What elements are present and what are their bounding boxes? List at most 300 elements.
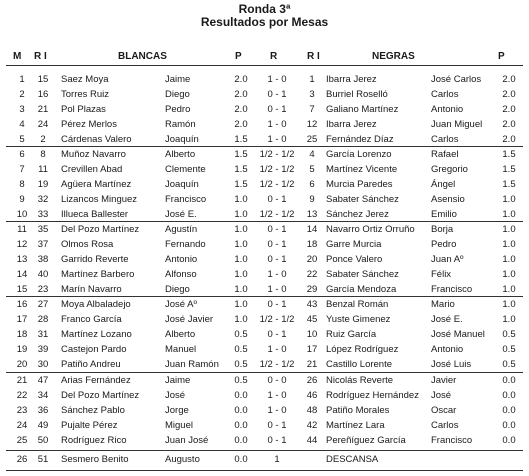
white-rank: 38 (37, 254, 49, 265)
black-rank: 14 (306, 224, 318, 235)
white-points: 0.0 (234, 390, 248, 401)
white-rank: 49 (37, 420, 49, 431)
result: 0 - 1 (267, 239, 287, 250)
black-name: José Manuel (431, 329, 485, 340)
white-points: 2.0 (234, 104, 248, 115)
black-rank: 10 (306, 329, 318, 340)
black-points: 2.0 (502, 134, 516, 145)
white-surname: Martínez Barbero (61, 269, 135, 280)
white-surname: Garrido Reverte (61, 254, 129, 265)
black-surname: Sabater Sánchez (326, 194, 399, 205)
black-surname: Yuste Gimenez (326, 314, 391, 325)
white-surname: Pérez Merlos (61, 119, 117, 130)
black-rank: 12 (306, 119, 318, 130)
table-number: 25 (16, 435, 28, 446)
table-number: 15 (16, 284, 28, 295)
white-name: Joaquín (165, 134, 199, 145)
black-rank: 20 (306, 254, 318, 265)
black-points: 1.5 (502, 179, 516, 190)
white-name: Manuel (165, 344, 197, 355)
table-number: 20 (16, 359, 28, 370)
table-row (0, 284, 529, 296)
white-rank: 30 (37, 359, 49, 370)
group-divider (6, 372, 523, 373)
black-rank: 46 (306, 390, 318, 401)
result: 0 - 0 (267, 375, 287, 386)
black-points: 1.0 (502, 269, 516, 280)
black-surname: Navarro Ortiz Orruño (326, 224, 415, 235)
white-points: 0.5 (234, 359, 248, 370)
table-number: 19 (16, 344, 28, 355)
white-surname: Martínez Lozano (61, 329, 132, 340)
black-surname: López Rodríguez (326, 344, 399, 355)
table-row (0, 239, 529, 251)
white-points: 2.0 (234, 119, 248, 130)
black-points: 0.0 (502, 375, 516, 386)
white-name: Jaime (165, 74, 191, 85)
black-name: Mario (431, 299, 455, 310)
black-rank: 48 (306, 405, 318, 416)
result: 1 - 0 (267, 284, 287, 295)
table-number: 23 (16, 405, 28, 416)
table-row (0, 89, 529, 101)
black-surname: Burriel Roselló (326, 89, 388, 100)
white-surname: Patiño Andreu (61, 359, 121, 370)
black-points: 1.5 (502, 149, 516, 160)
result: 0 - 1 (267, 194, 287, 205)
black-rank: 26 (306, 375, 318, 386)
result: 1/2 - 1/2 (259, 164, 295, 175)
black-surname: Ibarra Jerez (326, 74, 377, 85)
white-points: 0.0 (234, 405, 248, 416)
table-number: 18 (16, 329, 28, 340)
black-points: 1.0 (502, 239, 516, 250)
black-rank: 45 (306, 314, 318, 325)
result: 1 - 0 (267, 269, 287, 280)
black-rank: 18 (306, 239, 318, 250)
table-number: 7 (19, 164, 25, 175)
black-points: 0.5 (502, 344, 516, 355)
white-surname: Illueca Ballester (61, 209, 129, 220)
page-subtitle: Resultados por Mesas (200, 15, 329, 29)
table-number: 6 (19, 149, 25, 160)
white-points: 1.0 (234, 254, 248, 265)
black-surname: Sánchez Jerez (326, 209, 389, 220)
white-rank: 11 (38, 164, 48, 175)
black-surname: Benzal Román (326, 299, 389, 310)
white-surname: Pol Plazas (61, 104, 106, 115)
white-points: 1.0 (234, 269, 248, 280)
black-name: Juan Aº (431, 254, 464, 265)
white-surname: Marín Navarro (61, 284, 122, 295)
white-surname: Cárdenas Valero (61, 134, 132, 145)
table-row (0, 149, 529, 161)
white-name: Alfonso (165, 269, 197, 280)
table-row (0, 194, 529, 206)
white-points: 1.0 (234, 224, 248, 235)
table-row (0, 359, 529, 371)
result: 0 - 1 (267, 224, 287, 235)
white-points: 1.5 (234, 149, 248, 160)
white-surname: Del Pozo Martínez (61, 390, 140, 401)
black-rank: 6 (309, 179, 315, 190)
result: 1/2 - 1/2 (259, 149, 295, 160)
result: 1/2 - 1/2 (259, 179, 295, 190)
black-rank: 25 (306, 134, 318, 145)
white-name: Jaime (165, 375, 191, 386)
result: 1 - 0 (267, 405, 287, 416)
black-surname: Pereñíguez García (326, 435, 406, 446)
table-number: 11 (17, 224, 27, 235)
white-surname: Franco García (61, 314, 122, 325)
white-rank: 32 (37, 194, 49, 205)
black-surname: Ruiz García (326, 329, 377, 340)
black-surname: Ibarra Jerez (326, 119, 377, 130)
black-name: Gregorio (431, 164, 468, 175)
black-rank: 9 (309, 194, 315, 205)
white-name: Diego (165, 284, 190, 295)
black-name: Carlos (431, 89, 459, 100)
black-rank: 22 (306, 269, 318, 280)
result: 0 - 1 (267, 254, 287, 265)
result: 1 - 0 (267, 344, 287, 355)
black-surname: Martínez Vicente (326, 164, 398, 175)
header-r: R (270, 51, 278, 62)
table-number: 17 (16, 314, 28, 325)
white-name: Juan Ramón (165, 359, 219, 370)
black-name: Borja (431, 224, 454, 235)
black-points: 2.0 (502, 89, 516, 100)
black-rank: 1 (309, 74, 315, 85)
black-rank: 7 (309, 104, 315, 115)
white-points: 1.5 (234, 164, 248, 175)
black-name: Juan Miguel (431, 119, 483, 130)
black-points: 1.0 (502, 314, 516, 325)
table-number: 5 (19, 134, 25, 145)
white-points: 1.5 (234, 179, 248, 190)
white-rank: 2 (40, 134, 46, 145)
table-row (0, 314, 529, 326)
white-points: 1.0 (234, 284, 248, 295)
table-row (0, 375, 529, 387)
table-number: 4 (19, 119, 25, 130)
black-points: 0.0 (502, 420, 516, 431)
white-points: 0.5 (234, 344, 248, 355)
black-points: 2.0 (502, 119, 516, 130)
table-number: 3 (19, 104, 25, 115)
black-points: 1.0 (502, 284, 516, 295)
black-surname: Martínez Lara (326, 420, 385, 431)
header-ri: R I (34, 51, 47, 62)
black-surname: García Lorenzo (326, 149, 392, 160)
table-row (0, 104, 529, 116)
white-points: 1.0 (234, 239, 248, 250)
black-rank: 5 (309, 164, 315, 175)
black-name: Carlos (431, 134, 459, 145)
white-name: Antonio (165, 254, 198, 265)
table-number: 8 (19, 179, 25, 190)
white-surname: Muñoz Navarro (61, 149, 126, 160)
white-name: José (165, 390, 186, 401)
white-name: José Javier (165, 314, 214, 325)
white-name: Francisco (165, 194, 207, 205)
table-row (0, 179, 529, 191)
white-surname: Torres Ruiz (61, 89, 110, 100)
white-rank: 16 (37, 89, 49, 100)
white-points: 1.0 (234, 209, 248, 220)
result: 0 - 1 (267, 420, 287, 431)
white-surname: Castejon Pardo (61, 344, 127, 355)
group-divider (6, 450, 523, 451)
black-surname: DESCANSA (326, 454, 379, 465)
result: 1 (274, 454, 280, 465)
black-rank: 17 (306, 344, 318, 355)
black-surname: Ponce Valero (326, 254, 383, 265)
result: 1 - 0 (267, 390, 287, 401)
group-divider (6, 296, 523, 297)
white-surname: Del Pozo Martínez (61, 224, 140, 235)
black-points: 0.5 (502, 329, 516, 340)
white-name: Diego (165, 89, 190, 100)
white-name: Joaquín (165, 179, 199, 190)
white-points: 2.0 (234, 89, 248, 100)
white-rank: 24 (37, 119, 49, 130)
white-points: 0.5 (234, 375, 248, 386)
white-rank: 50 (37, 435, 49, 446)
result: 1 - 0 (267, 134, 287, 145)
black-rank: 13 (306, 209, 318, 220)
white-rank: 36 (37, 405, 49, 416)
black-name: Antonio (431, 104, 464, 115)
white-name: José Aº (165, 299, 197, 310)
result: 0 - 1 (267, 329, 287, 340)
white-name: Ramón (165, 119, 196, 130)
black-points: 1.0 (502, 254, 516, 265)
black-name: Emilio (431, 209, 457, 220)
white-rank: 28 (37, 314, 49, 325)
black-surname: Galiano Martínez (326, 104, 399, 115)
white-rank: 51 (37, 454, 49, 465)
group-divider (6, 221, 523, 222)
white-points: 0.0 (234, 454, 248, 465)
black-name: Carlos (431, 420, 459, 431)
black-points: 1.5 (502, 164, 516, 175)
black-surname: Murcia Paredes (326, 179, 393, 190)
white-rank: 15 (37, 74, 49, 85)
white-rank: 19 (37, 179, 49, 190)
header-p-negras: P (498, 51, 505, 62)
black-rank: 44 (306, 435, 318, 446)
black-name: José Luis (431, 359, 472, 370)
table-number: 24 (16, 420, 28, 431)
black-points: 0.5 (502, 359, 516, 370)
white-surname: Lizancos Minguez (61, 194, 138, 205)
white-rank: 34 (37, 390, 49, 401)
table-number: 2 (19, 89, 25, 100)
white-name: José E. (165, 209, 197, 220)
black-points: 1.0 (502, 224, 516, 235)
white-name: Clemente (165, 164, 206, 175)
table-number: 22 (16, 390, 28, 401)
table-row (0, 269, 529, 281)
black-name: Antonio (431, 344, 464, 355)
black-surname: Castillo Lorente (326, 359, 393, 370)
white-surname: Saez Moya (61, 74, 109, 85)
header-ri-negras: R I (307, 51, 320, 62)
header-blancas: BLANCAS (118, 51, 167, 62)
black-points: 1.0 (502, 299, 516, 310)
table-number: 9 (19, 194, 25, 205)
white-surname: Sesmero Benito (61, 454, 129, 465)
table-row (0, 435, 529, 447)
table-row (0, 344, 529, 356)
white-surname: Agüera Martínez (61, 179, 132, 190)
result: 1/2 - 1/2 (259, 209, 295, 220)
white-surname: Arias Fernández (61, 375, 131, 386)
white-surname: Pujalte Pérez (61, 420, 118, 431)
header-m: M (13, 51, 22, 62)
header-p: P (235, 51, 242, 62)
white-rank: 23 (37, 284, 49, 295)
white-name: Alberto (165, 329, 196, 340)
white-rank: 33 (37, 209, 49, 220)
result: 1/2 - 1/2 (259, 359, 295, 370)
table-number: 21 (16, 375, 28, 386)
table-row (0, 420, 529, 432)
black-name: Javier (431, 375, 457, 386)
black-surname: García Mendoza (326, 284, 397, 295)
black-points: 2.0 (502, 74, 516, 85)
table-number: 12 (16, 239, 28, 250)
white-points: 2.0 (234, 74, 248, 85)
page-title: Ronda 3ª (238, 2, 291, 16)
black-name: José (431, 390, 452, 401)
result: 0 - 1 (267, 299, 287, 310)
white-points: 1.0 (234, 299, 248, 310)
black-rank: 3 (309, 89, 315, 100)
black-surname: Patiño Morales (326, 405, 390, 416)
result: 1/2 - 1/2 (259, 314, 295, 325)
white-name: Pedro (165, 104, 191, 115)
result: 1 - 0 (267, 119, 287, 130)
result: 0 - 1 (267, 89, 287, 100)
table-row (0, 299, 529, 311)
white-points: 0.5 (234, 329, 248, 340)
white-points: 1.0 (234, 314, 248, 325)
black-points: 0.0 (502, 435, 516, 446)
white-rank: 27 (37, 299, 49, 310)
black-name: Rafael (431, 149, 459, 160)
header-divider (6, 65, 523, 66)
white-points: 0.0 (234, 435, 248, 446)
black-name: Ángel (431, 179, 456, 190)
black-points: 2.0 (502, 104, 516, 115)
table-row (0, 390, 529, 402)
black-surname: Sabater Sánchez (326, 269, 399, 280)
black-surname: Nicolás Reverte (326, 375, 394, 386)
white-points: 0.0 (234, 420, 248, 431)
white-rank: 40 (37, 269, 49, 280)
table-number: 16 (16, 299, 28, 310)
result: 0 - 1 (267, 104, 287, 115)
table-row (0, 224, 529, 236)
black-points: 1.0 (502, 209, 516, 220)
header-negras: NEGRAS (372, 51, 415, 62)
black-name: Félix (431, 269, 452, 280)
black-name: Pedro (431, 239, 457, 250)
white-name: Alberto (165, 149, 196, 160)
black-points: 0.0 (502, 405, 516, 416)
table-row (0, 209, 529, 221)
black-rank: 4 (309, 149, 315, 160)
black-points: 1.0 (502, 194, 516, 205)
white-points: 1.0 (234, 194, 248, 205)
table-number: 26 (16, 454, 28, 465)
white-rank: 37 (37, 239, 49, 250)
table-row (0, 119, 529, 131)
black-surname: Fernández Díaz (326, 134, 394, 145)
result: 0 - 1 (267, 435, 287, 446)
table-row (0, 134, 529, 146)
table-number: 13 (16, 254, 28, 265)
white-name: Miguel (165, 420, 193, 431)
black-name: José E. (431, 314, 463, 325)
white-rank: 31 (37, 329, 49, 340)
white-rank: 21 (37, 104, 49, 115)
table-row (0, 454, 529, 466)
black-surname: Rodríguez Hernández (326, 390, 419, 401)
table-row (0, 74, 529, 86)
black-name: Oscar (431, 405, 457, 416)
white-name: Jorge (165, 405, 189, 416)
black-name: José Carlos (431, 74, 482, 85)
black-rank: 21 (306, 359, 318, 370)
black-rank: 29 (306, 284, 318, 295)
black-surname: Garre Murcia (326, 239, 382, 250)
white-name: Agustín (165, 224, 198, 235)
white-surname: Crevillen Abad (61, 164, 123, 175)
table-row (0, 329, 529, 341)
table-number: 10 (16, 209, 28, 220)
black-rank: 43 (306, 299, 318, 310)
white-surname: Rodríguez Rico (61, 435, 127, 446)
white-name: Fernando (165, 239, 206, 250)
group-divider (6, 470, 523, 471)
table-row (0, 254, 529, 266)
result: 1 - 0 (267, 74, 287, 85)
table-number: 1 (19, 74, 25, 85)
white-surname: Olmos Rosa (61, 239, 114, 250)
white-rank: 47 (37, 375, 49, 386)
white-points: 1.5 (234, 134, 248, 145)
black-name: Francisco (431, 284, 473, 295)
black-points: 0.0 (502, 390, 516, 401)
black-name: Asensio (431, 194, 465, 205)
table-row (0, 405, 529, 417)
group-divider (6, 146, 523, 147)
white-name: Juan José (165, 435, 209, 446)
black-name: Francisco (431, 435, 473, 446)
table-number: 14 (16, 269, 28, 280)
white-rank: 39 (37, 344, 49, 355)
black-rank: 42 (306, 420, 318, 431)
white-name: Augusto (165, 454, 200, 465)
white-rank: 8 (40, 149, 46, 160)
white-surname: Moya Albaladejo (61, 299, 131, 310)
white-surname: Sánchez Pablo (61, 405, 125, 416)
table-row (0, 164, 529, 176)
white-rank: 35 (37, 224, 49, 235)
